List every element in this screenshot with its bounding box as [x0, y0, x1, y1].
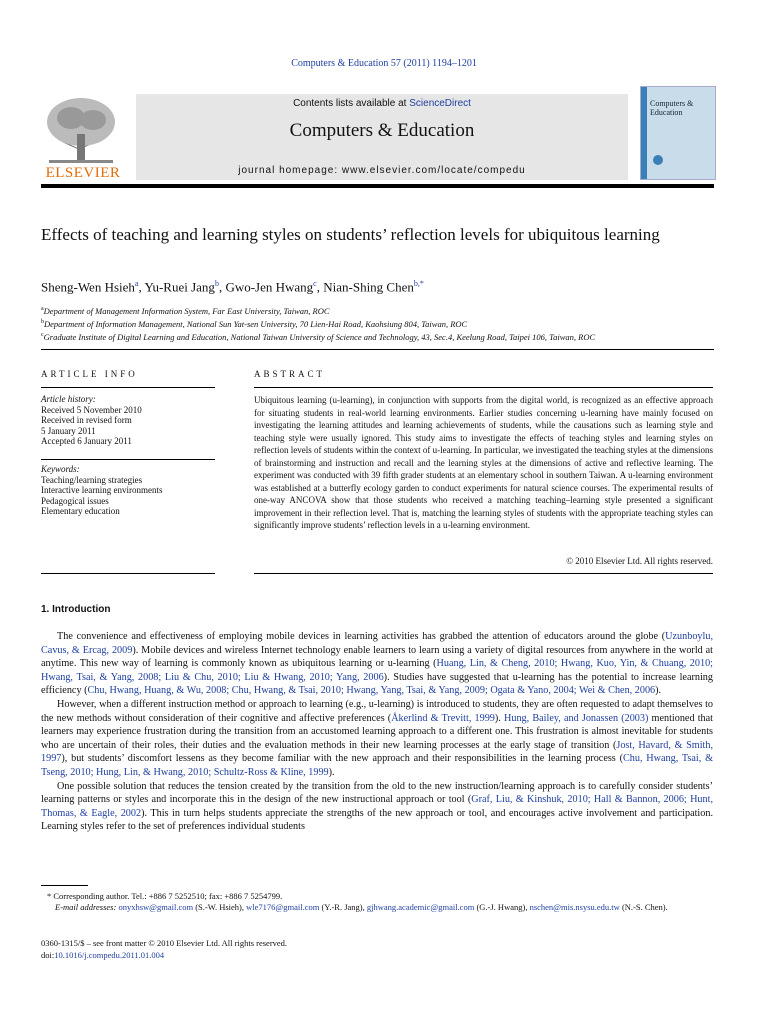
sciencedirect-link[interactable]: ScienceDirect [409, 98, 471, 109]
doi-link[interactable]: 10.1016/j.compedu.2011.01.004 [54, 950, 165, 960]
issn-block [41, 937, 287, 961]
body-text-run: ). [494, 712, 505, 724]
history-list [41, 405, 142, 447]
citation-link[interactable]: Jost, Havard, & Smith, 1997 [41, 739, 714, 765]
email-owner: (N.-S. Chen). [619, 902, 668, 912]
body-paragraph [41, 630, 713, 698]
email-link[interactable]: onyxhsw@gmail.com [118, 902, 194, 912]
corresponding-author-note: * Corresponding author. Tel.: +886 7 5252510; fax: +886 7 5254799. [47, 891, 283, 901]
author-name: Yu-Ruei Jang [144, 279, 215, 295]
citation-link[interactable]: Uzunboylu, Cavus, & Ercag, 2009 [41, 631, 713, 656]
abstract-bottom-rule [254, 573, 713, 574]
journal-homepage[interactable]: journal homepage: www.elsevier.com/locate/compedu [238, 165, 526, 176]
keyword: Elementary education [41, 506, 120, 517]
affiliation-line [41, 304, 595, 317]
footnote-rule [41, 885, 88, 886]
abstract-heading: ABSTRACT [254, 369, 326, 379]
article-history [41, 394, 142, 447]
citation-link[interactable]: Chu, Hwang, Huang, & Wu, 2008; Chu, Hwang, & Tsai, 2010; Hwang, Yang, Tsai, & Yang, 2009; Ogata & Yano, 2004; Wei & Chen, 2006 [87, 685, 656, 697]
email-link[interactable]: gjhwang.academic@gmail.com [366, 902, 475, 912]
citation-link[interactable]: Chu, Hwang, Tsai, & Tseng, 2010; Hung, Lin, & Hwang, 2010; Schultz-Ross & Kline, 1999 [41, 753, 713, 778]
affiliation-mark: c [41, 331, 44, 338]
author-affiliation-mark[interactable]: b [214, 279, 219, 288]
doi-line [41, 949, 287, 961]
body-paragraph [41, 780, 713, 834]
body-text-run: ). [655, 685, 662, 697]
body-text-run: ). Studies have suggested that u-learning has the potential to increase learning efficiency ( [41, 671, 713, 697]
author-affiliation-mark[interactable]: b,* [413, 279, 424, 288]
keyword: Pedagogical issues [41, 495, 109, 506]
body-text-run: ). [328, 766, 335, 778]
info-bottom-rule [41, 573, 215, 574]
author-name: Sheng-Wen Hsieh [41, 279, 135, 295]
citation-link[interactable]: Huang, Lin, & Cheng, 2010; Hwang, Kuo, Yin, & Chuang, 2010; Hwang, Tsai, & Yang, 2008; Liu & Chu, 2010; Liu & Hwang, 2010; Yang, 2006 [41, 658, 713, 683]
history-entry: Accepted 6 January 2011 [41, 436, 132, 447]
affiliation-list [41, 304, 595, 342]
body-paragraph [41, 698, 713, 780]
keywords-block [41, 464, 162, 517]
journal-citation[interactable]: Computers & Education 57 (2011) 1194–1201 [291, 58, 477, 69]
affiliation-line [41, 317, 595, 330]
affiliation-text: Graduate Institute of Digital Learning and Education, National Taiwan University of Science and Technology, 43, Sec.4, Keelung Road, Taipei 106, Taiwan, ROC [43, 331, 596, 342]
article-title: Effects of teaching and learning styles on students’ reflection levels for ubiquitous learning [41, 225, 660, 244]
body-text-run: One possible solution that reduces the tension created by the transition from the old to the new instruction/learning approach is to carefully consider students’ learning patterns or styles and incorporate this in the design of the new instructional approach or tool ( [41, 780, 713, 806]
journal-cover-image [640, 86, 716, 180]
journal-title: Computers & Education [289, 120, 475, 141]
issn-line: 0360-1315/$ – see front matter © 2010 Elsevier Ltd. All rights reserved. [41, 938, 288, 948]
info-rule [41, 387, 215, 388]
body-text-run: mentioned that learners may experience frustration during the transition from an accustomed learning approach to a different one. This frustration is almost inevitable for students who are uncertain of their roles, their duties and the evaluation methods in their new learning processes at the early stage of transition ( [41, 712, 713, 751]
keywords-rule [41, 459, 215, 460]
section-rule [41, 349, 714, 350]
affiliation-line [41, 330, 595, 343]
affiliation-text: Department of Information Management, National Sun Yat-sen University, 70 Lien-Hai Road, Kaohsiung 804, Taiwan, ROC [44, 318, 468, 329]
publisher-wordmark: ELSEVIER [45, 165, 121, 181]
affiliation-mark: a [41, 306, 44, 312]
citation-link[interactable]: Åkerlind & Trevitt, 1999 [391, 712, 495, 724]
author-affiliation-mark[interactable]: a [134, 279, 139, 288]
email-link[interactable]: nschen@mis.nsysu.edu.tw [529, 902, 620, 912]
cover-title: Computers & Education [650, 99, 694, 117]
footnotes [41, 891, 713, 913]
keyword: Interactive learning environments [41, 485, 163, 496]
introduction-heading: 1. Introduction [41, 604, 111, 615]
email-owner: (G.-J. Hwang), [474, 902, 530, 912]
affiliation-text: Department of Management Information System, Far East University, Taiwan, ROC [43, 305, 330, 316]
email-owner: (Y.-R. Jang), [319, 902, 367, 912]
body-text-run: However, when a different instruction method or approach to learning (e.g., u-learning) is introduced to students, they are often requested to adapt themselves to the new methods without consideration of their cognitive and affective preferences ( [41, 698, 713, 724]
abstract-rule [254, 387, 713, 388]
author-name: Gwo-Jen Hwang [225, 279, 314, 295]
author-list: Sheng-Wen Hsieh$^a$, Yu-Ruei Jang$^b$, Gwo-Jen Hwang$^c$, Nian-Shing Chen$^{b,*}$ [41, 279, 424, 295]
header-rule [41, 184, 714, 188]
body-text-run: ). This in turn helps students appreciate the strengths of the new approach or tool, and encourages active involvement and participation. Learning styles refer to the set of preferences individual students [41, 807, 713, 833]
introduction-body [41, 630, 713, 834]
author-name: Nian-Shing Chen [323, 279, 414, 295]
history-label: Article history: [41, 394, 96, 404]
history-entry: Received in revised form [41, 415, 132, 426]
contents-prefix: Contents lists available at [293, 98, 410, 109]
cover-emblem [653, 155, 663, 165]
abstract-text: Ubiquitous learning (u-learning), in conjunction with supports from the digital world, is recognized as an effective approach for situating students in real-world learning environments. Earlier studies concerning u-learning have mainly focused on investigating the learning attitudes and learning achievements of students, while the causations such as learning style and teaching style were usually ignored. This study aims to investigate the effects of teaching styles and learning styles on reflection levels of students within the context of u-learning. In particular, we investigated the teaching styles at the dimensions of brainstorming and instruction and recall and the learning styles at the dimensions of active and reflective learning. The experiment was conducted with 39 fifth grader students at an elementary school in southern Taiwan. A u-learning environment was established at a butterfly ecology garden to conduct experiments for natural science courses. The experimental results of one-way ANCOVA show that those students who received a matching teaching–learning style presented a significant improvement in their reflection level. That is, matching the learning styles of students with the appropriate teaching styles can significantly improve students’ reflection levels in a u-learning environment. [254, 395, 713, 530]
body-text-run: ). Mobile devices and wireless Internet technology enable learners to learn using a variety of digital resources from anywhere in the world at anytime. This new way of learning is commonly known as ubiquitous learning or u-learning ( [41, 644, 713, 670]
email-addresses [41, 902, 713, 913]
author-affiliation-mark[interactable]: c [313, 279, 317, 288]
doi-prefix: doi: [41, 950, 55, 960]
body-text-run: The convenience and effectiveness of employing mobile devices in learning activities has grabbed the attention of educators around the globe ( [57, 631, 666, 642]
citation-link[interactable]: Graf, Liu, & Kinshuk, 2010; Hall & Bannon, 2006; Hunt, Thomas, & Eagle, 2002 [41, 794, 713, 819]
article-info-heading: ARTICLE INFO [41, 369, 138, 379]
email-label: E-mail addresses: [55, 902, 119, 912]
history-entry: 5 January 2011 [41, 425, 96, 436]
history-entry: Received 5 November 2010 [41, 404, 142, 415]
affiliation-mark: b [41, 318, 44, 325]
body-text-run: ), but students’ discomfort lessens as they become familiar with the new approach and their responsibilities in the learning process ( [61, 753, 623, 765]
citation-link[interactable]: Hung, Bailey, and Jonassen (2003) [504, 712, 649, 724]
email-link[interactable]: wle7176@gmail.com [246, 902, 320, 912]
cover-band [641, 87, 647, 179]
abstract-copyright: © 2010 Elsevier Ltd. All rights reserved. [566, 556, 713, 566]
contents-line [136, 98, 628, 109]
keywords-list [41, 475, 162, 517]
journal-banner [136, 94, 628, 180]
keyword: Teaching/learning strategies [41, 474, 143, 485]
keywords-label: Keywords: [41, 464, 80, 474]
email-owner: (S.-W. Hsieh), [193, 902, 247, 912]
